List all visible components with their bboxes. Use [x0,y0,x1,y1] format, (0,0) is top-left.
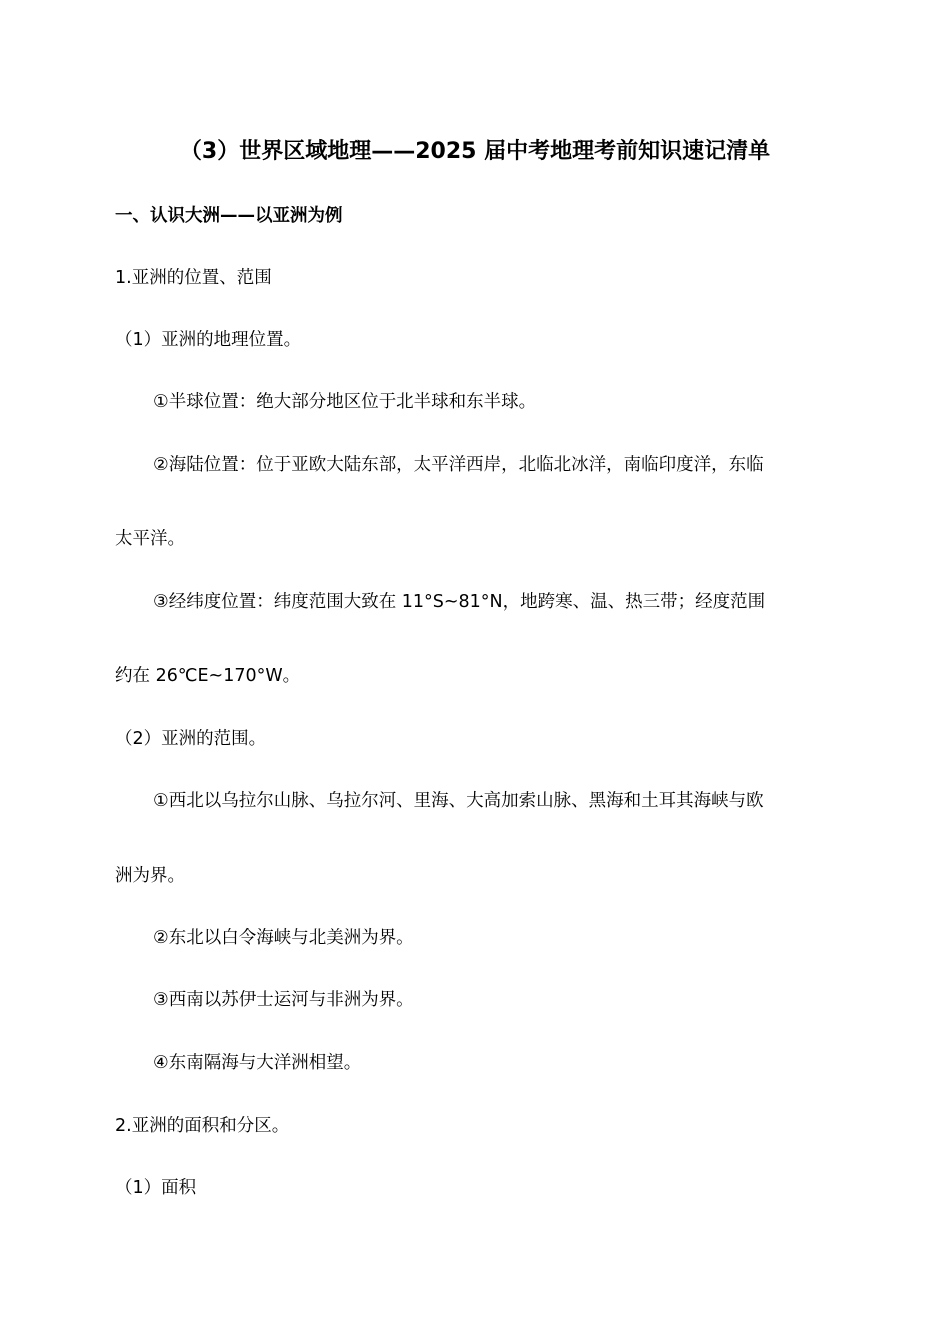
subsubsection-heading: （2）亚洲的范围。 [115,729,267,749]
paragraph-northwest-line2: 洲为界。 [115,866,185,886]
subsubsection-heading: （1）亚洲的地理位置。 [115,330,302,350]
paragraph-sea-land-line1: ②海陆位置：位于亚欧大陆东部，太平洋西岸，北临北冰洋，南临印度洋，东临 [153,455,764,475]
paragraph-northeast: ②东北以白令海峡与北美洲为界。 [153,928,414,948]
section-heading: 一、认识大洲——以亚洲为例 [115,206,343,226]
subsubsection-heading: （1）面积 [115,1178,197,1198]
subsection-heading: 2.亚洲的面积和分区。 [115,1116,290,1136]
document-title: （3）世界区域地理——2025 届中考地理考前知识速记清单 [179,139,771,164]
paragraph-latlon-line2: 约在 26℃E~170°W。 [115,666,301,686]
subsection-heading: 1.亚洲的位置、范围 [115,268,272,288]
paragraph-southwest: ③西南以苏伊士运河与非洲为界。 [153,990,414,1010]
paragraph-hemisphere: ①半球位置：绝大部分地区位于北半球和东半球。 [153,392,537,412]
paragraph-latlon-line1: ③经纬度位置：纬度范围大致在 11°S~81°N，地跨寒、温、热三带；经度范围 [153,592,766,612]
paragraph-northwest-line1: ①西北以乌拉尔山脉、乌拉尔河、里海、大高加索山脉、黑海和土耳其海峡与欧 [153,791,764,811]
paragraph-sea-land-line2: 太平洋。 [115,529,185,549]
paragraph-southeast: ④东南隔海与大洋洲相望。 [153,1053,362,1073]
